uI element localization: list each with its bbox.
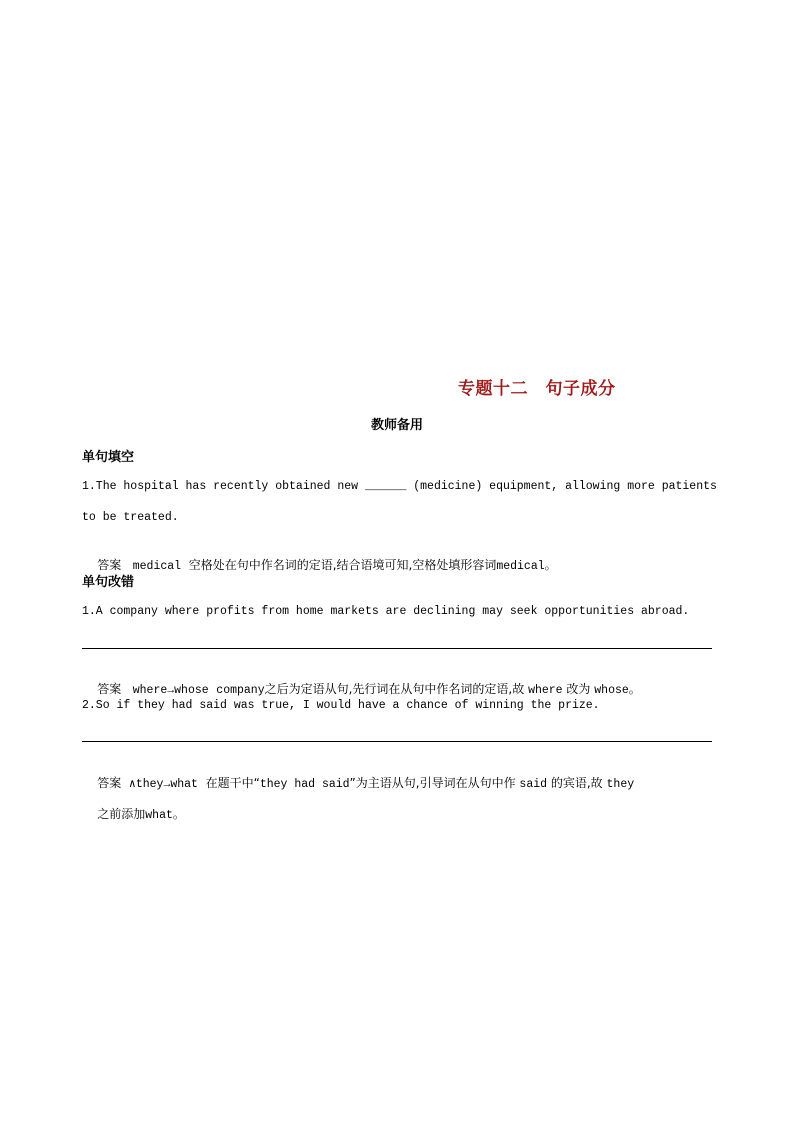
answer-word-where: where [528,684,563,697]
answer-explanation-mid2: 的宾语,故 [550,776,603,790]
answer-explanation-mid: 改为 [566,682,591,696]
answer-label: 答案 [97,776,122,790]
answer-word-they: they [606,778,635,791]
section-heading-correction: 单句改错 [82,575,135,590]
answer-blank-line-2 [82,741,712,742]
answer-explanation-end: 。 [172,807,185,821]
page-subtitle: 教师备用 [370,418,423,433]
correction-question-2: 2.So if they had said was true, I would have a chance of winning the prize. [82,699,600,712]
question-1-line-2: to be treated. [82,511,179,524]
answer-1 [82,541,714,591]
answer-explanation: 之后为定语从句,先行词在从句中作名词的定语,故 [264,682,525,696]
answer-quote: they had said [259,778,350,791]
answer-word-whose: whose [594,684,629,697]
correction-question-1: 1.A company where profits from home markets are declining may seek opportunities abroad. [82,605,690,618]
answer-word-said: said [519,778,548,791]
answer-explanation-word: medical [496,560,545,573]
page-title: 专题十二 句子成分 [458,379,616,399]
answer-change: ∧they→what [128,778,198,791]
answer-word: medical [132,560,182,573]
answer-explanation: 空格处在句中作名词的定语,结合语境可知,空格处填形容词 [188,558,497,572]
answer-explanation-end: 。 [628,682,641,696]
question-1-line-1: 1.The hospital has recently obtained new ______ (medicine) equipment, allowing more patients [82,480,717,493]
answer-label: 答案 [97,558,122,572]
correction-answer-2-line-2 [82,790,714,840]
answer-explanation-mid: ”为主语从句,引导词在从句中作 [349,776,516,790]
answer-blank-line-1 [82,648,712,649]
answer-label: 答案 [97,682,122,696]
answer-explanation-end: 。 [544,558,557,572]
answer-word-company: company [216,684,265,697]
answer-word-what: what [145,809,173,822]
section-heading-fill-blank: 单句填空 [82,450,135,465]
answer-explanation-start: 在题干中“ [205,776,260,790]
answer-change: where→whose [132,684,209,697]
answer-explanation-line2: 之前添加 [97,807,146,821]
